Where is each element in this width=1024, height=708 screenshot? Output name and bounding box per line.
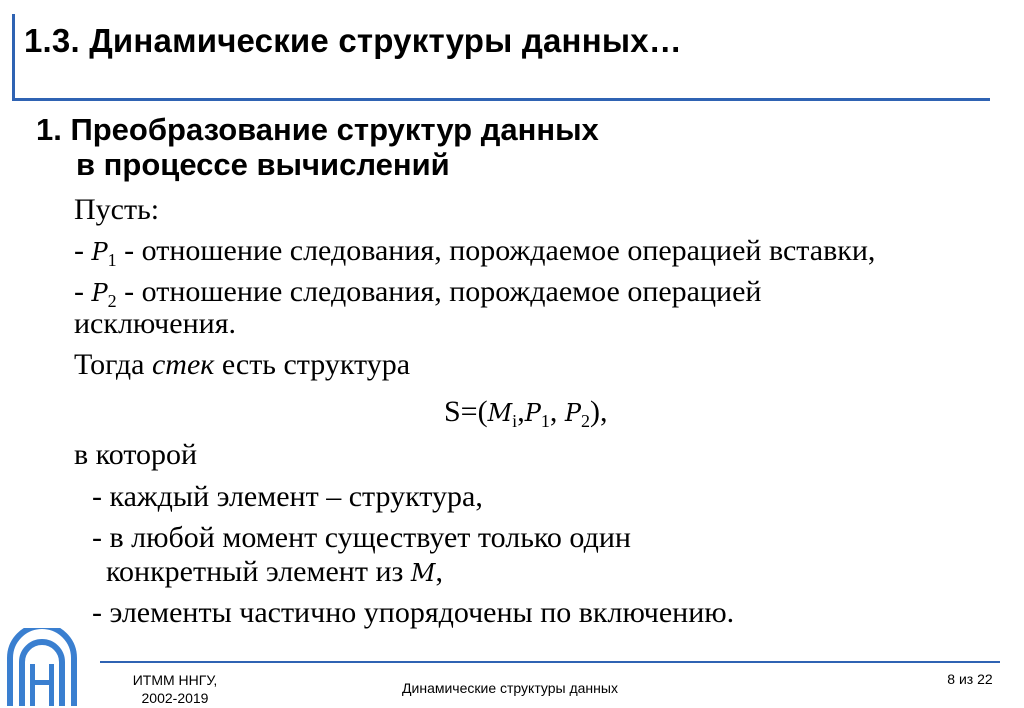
formula-comma1: , <box>517 395 525 428</box>
formula <box>444 395 608 430</box>
then-stack-word: стек <box>151 348 215 381</box>
then-stack-line <box>74 348 410 382</box>
p1-symbol: P <box>91 238 108 266</box>
footer-course: Динамические структуры данных <box>402 680 618 696</box>
item2-cont-pre: конкретный элемент из <box>106 555 411 588</box>
footer-org-line1: ИТММ ННГУ, <box>132 672 218 688</box>
formula-m: M <box>487 399 513 427</box>
then-pre: Тогда <box>74 348 152 381</box>
nngu-logo-icon <box>0 628 84 708</box>
formula-p2: P <box>564 399 581 427</box>
title-accent-horizontal <box>12 98 990 101</box>
item2-cont-symbol: M <box>410 559 436 587</box>
section-heading-line2: в процессе вычислений <box>76 147 450 182</box>
p2-text: - отношение следования, порождаемое операцией <box>116 275 762 308</box>
title-accent-vertical <box>12 14 15 100</box>
footer-divider <box>100 661 1000 663</box>
text-in-which: в которой <box>74 438 198 471</box>
footer-org <box>120 671 230 707</box>
p2-continuation: исключения. <box>74 307 236 340</box>
slide-title: 1.3. Динамические структуры данных… <box>24 22 682 59</box>
formula-comma2: , <box>549 395 565 428</box>
item2-cont-post: , <box>435 555 443 588</box>
footer-page-number: 8 из 22 <box>947 671 993 687</box>
list-item-2-continuation <box>106 555 443 590</box>
section-heading-line1: 1. Преобразование структур данных <box>36 112 599 147</box>
p1-dash: - <box>74 234 92 267</box>
formula-p1-sub: 1 <box>540 411 550 431</box>
formula-s: S=( <box>444 395 488 428</box>
p1-text: - отношение следования, порождаемое операцией вставки, <box>116 234 876 267</box>
p2-symbol: P <box>91 279 108 307</box>
p2-definition <box>74 275 761 310</box>
list-item-1: - каждый элемент – структура, <box>92 480 483 513</box>
section-heading <box>36 112 599 182</box>
then-post: есть структура <box>214 348 411 381</box>
list-item-3: - элементы частично упорядочены по включению. <box>92 596 735 629</box>
p2-dash: - <box>74 275 92 308</box>
formula-p1: P <box>524 399 541 427</box>
text-let: Пусть: <box>74 193 160 226</box>
formula-p2-sub: 2 <box>581 411 590 431</box>
list-item-2: - в любой момент существует только один <box>92 521 631 554</box>
formula-m-sub: i <box>512 411 518 431</box>
footer-org-line2: 2002-2019 <box>141 690 209 706</box>
p2-subscript: 2 <box>107 291 117 311</box>
formula-close: ), <box>590 395 608 428</box>
p1-subscript: 1 <box>107 250 117 270</box>
p1-definition <box>74 234 875 269</box>
